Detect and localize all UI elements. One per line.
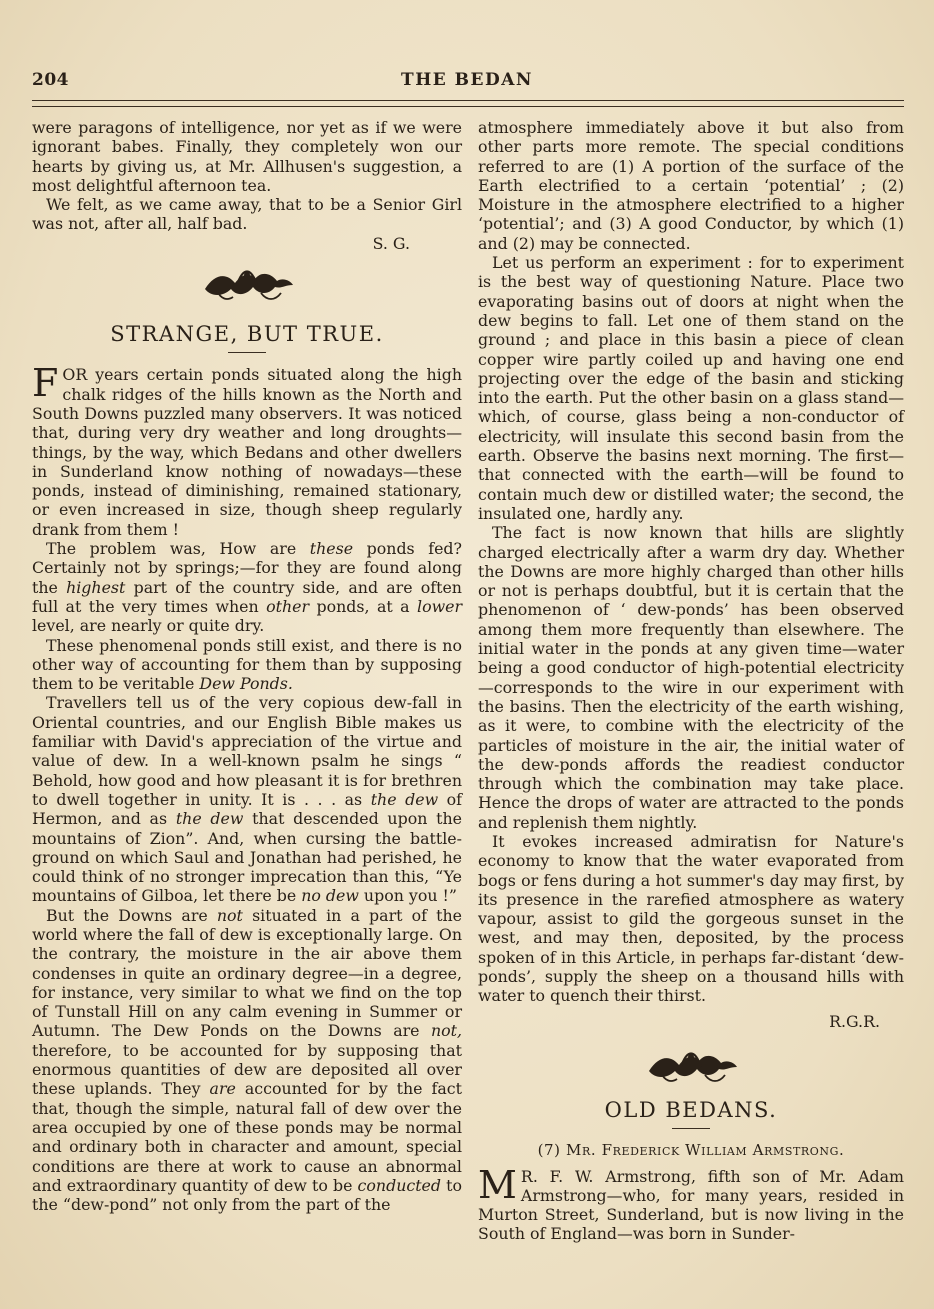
article-paragraph-9: It evokes increased admiratisn for Nature's economy to know that the water evaporated from bogs or fens during a hot summer's day may first, by its presence in the rarefied atmosphere as watery vapour, assist to gild the gorgeous sunset in the west, and may then, deposited, by the process spoken of in this Article, in perhaps far-distant ‘dew-ponds’, supply the sheep on a thousand hills with water to quench their thirst.	[478, 831, 904, 1006]
old-bedan-paragraph: M R. F. W. Armstrong, fifth son of Mr. Adam Armstrong—who, for many years, resided in Murton Street, Sunderland, but is now living in the South of England—was born in Sunder-	[478, 1162, 904, 1244]
article-paragraph-1: FOR years certain ponds situated along the high chalk ridges of the hills known as the North and South Downs puzzled many observers. It was noticed that, during very dry weather and long droughts—things, by the way, which Bedans and other dwellers in Sunderland know nothing of nowadays—these ponds, instead of diminishing, remained stationary, or even increased in size, though sheep regularly drank from them !	[32, 361, 462, 539]
left-column	[32, 118, 462, 1214]
header-rule	[32, 100, 904, 107]
floral-ornament-icon	[197, 263, 297, 303]
section-title: OLD BEDANS.	[604, 1097, 778, 1122]
article-paragraph-4: Travellers tell us of the very copious dew-fall in Oriental countries, and our English Bible makes us familiar with David's appreciation of the virtue and value of dew. In a well-known psalm he sings “ Behold, how good and how pleasant it is for brethren to dwell together in unity. It is . . . as the dew of Hermon, and as the dew that descended upon the mountains of Zion”. And, when cursing the battle-ground on which Saul and Jonathan had perished, he could think of no stronger imprecation than this, “Ye mountains of Gilboa, let there be no dew upon you !”	[32, 693, 462, 906]
intro-signature: S. G.	[372, 233, 410, 253]
dropcap-letter: F	[32, 361, 59, 406]
article-paragraph-7: Let us perform an experiment : for to experiment is the best way of questioning Nature. Place two evaporating basins out of doors at night when the dew begins to fall. Let one of them stand on the ground ; and place in this basin a piece of clean copper wire partly coiled up and having one end projecting over the edge of the basin and sticking into the earth. Put the other basin on a glass stand—which, of course, glass being a non-conductor of electricity, will insulate this second basin from the earth. Observe the basins next morning. The first—that connected with the earth—will be found to contain much dew or distilled water; the second, the insulated one, hardly any.	[478, 253, 904, 523]
page-header	[32, 68, 902, 98]
dropcap-letter: M	[478, 1162, 517, 1207]
right-column	[478, 118, 904, 1244]
article-paragraph-2: The problem was, How are these ponds fed? Certainly not by springs;—for they are found along the highest part of the country side, and are often full at the very times when other ponds, at a lower level, are nearly or quite dry.	[32, 539, 462, 636]
title-rule	[228, 352, 266, 353]
article-paragraph-3: These phenomenal ponds still exist, and there is no other way of accounting for them than by supposing them to be veritable Dew Ponds.	[32, 635, 462, 694]
article-paragraph-6: atmosphere immediately above it but also from other parts more remote. The special conditions referred to are (1) A portion of the surface of the Earth electrified to a certain ‘potential’ ; (2) Moisture in the atmosphere electrified to a higher ‘potential’; and (3) A good Conductor, by which (1) and (2) may be connected.	[478, 118, 904, 253]
floral-ornament-icon	[641, 1045, 741, 1085]
article-paragraph-8: The fact is now known that hills are slightly charged electrically after a warm dry day. Whether the Downs are more highly charged than other hills or not is perhaps doubtful, but it is certain that the phenomenon of ‘ dew-ponds’ has been observed among them more frequently than elsewhere. The initial water in the ponds at any given time—water being a good conductor of high-potential electricity—corresponds to the wire in our experiment with the basins. Then the electricity of the earth wishing, as it were, to combine with the electricity of the particles of moisture in the air, the initial water of the dew-ponds affords the readiest conductor through which the combination may take place. Hence the drops of water are attracted to the ponds and replenish them nightly.	[478, 523, 904, 832]
intro-paragraph-2: We felt, as we came away, that to be a Senior Girl was not, after all, half bad.	[32, 195, 462, 234]
article-paragraph-5: But the Downs are not situated in a part of the world where the fall of dew is exceptionally large. On the contrary, the moisture in the air above them condenses in quite an ordinary degree—in a degree, for instance, very similar to what we find on the top of Tunstall Hill on any calm evening in Summer or Autumn. The Dew Ponds on the Downs are not, therefore, to be accounted for by supposing that enormous quantities of dew are deposited all over these uplands. They are accounted for by the fact that, though the simple, natural fall of dew over the area occupied by one of these ponds may be normal and ordinary both in character and amount, special conditions are there at work to cause an abnormal and extraordinary quantity of dew to be conducted to the “dew-pond” not only from the part of the	[32, 905, 462, 1215]
old-bedan-subhead: (7) Mr. Frederick William Armstrong.	[537, 1141, 845, 1160]
section-rule	[672, 1128, 710, 1129]
intro-paragraph-1: were paragons of intelligence, nor yet as if we were ignorant babes. Finally, they completely won our hearts by giving us, at Mr. Allhusen's suggestion, a most delightful afternoon tea.	[32, 118, 462, 195]
running-title: THE BEDAN	[401, 70, 533, 90]
page-number: 204	[32, 70, 69, 90]
article-title: STRANGE, BUT TRUE.	[110, 322, 384, 347]
article-signature: R.G.R.	[829, 1011, 880, 1031]
